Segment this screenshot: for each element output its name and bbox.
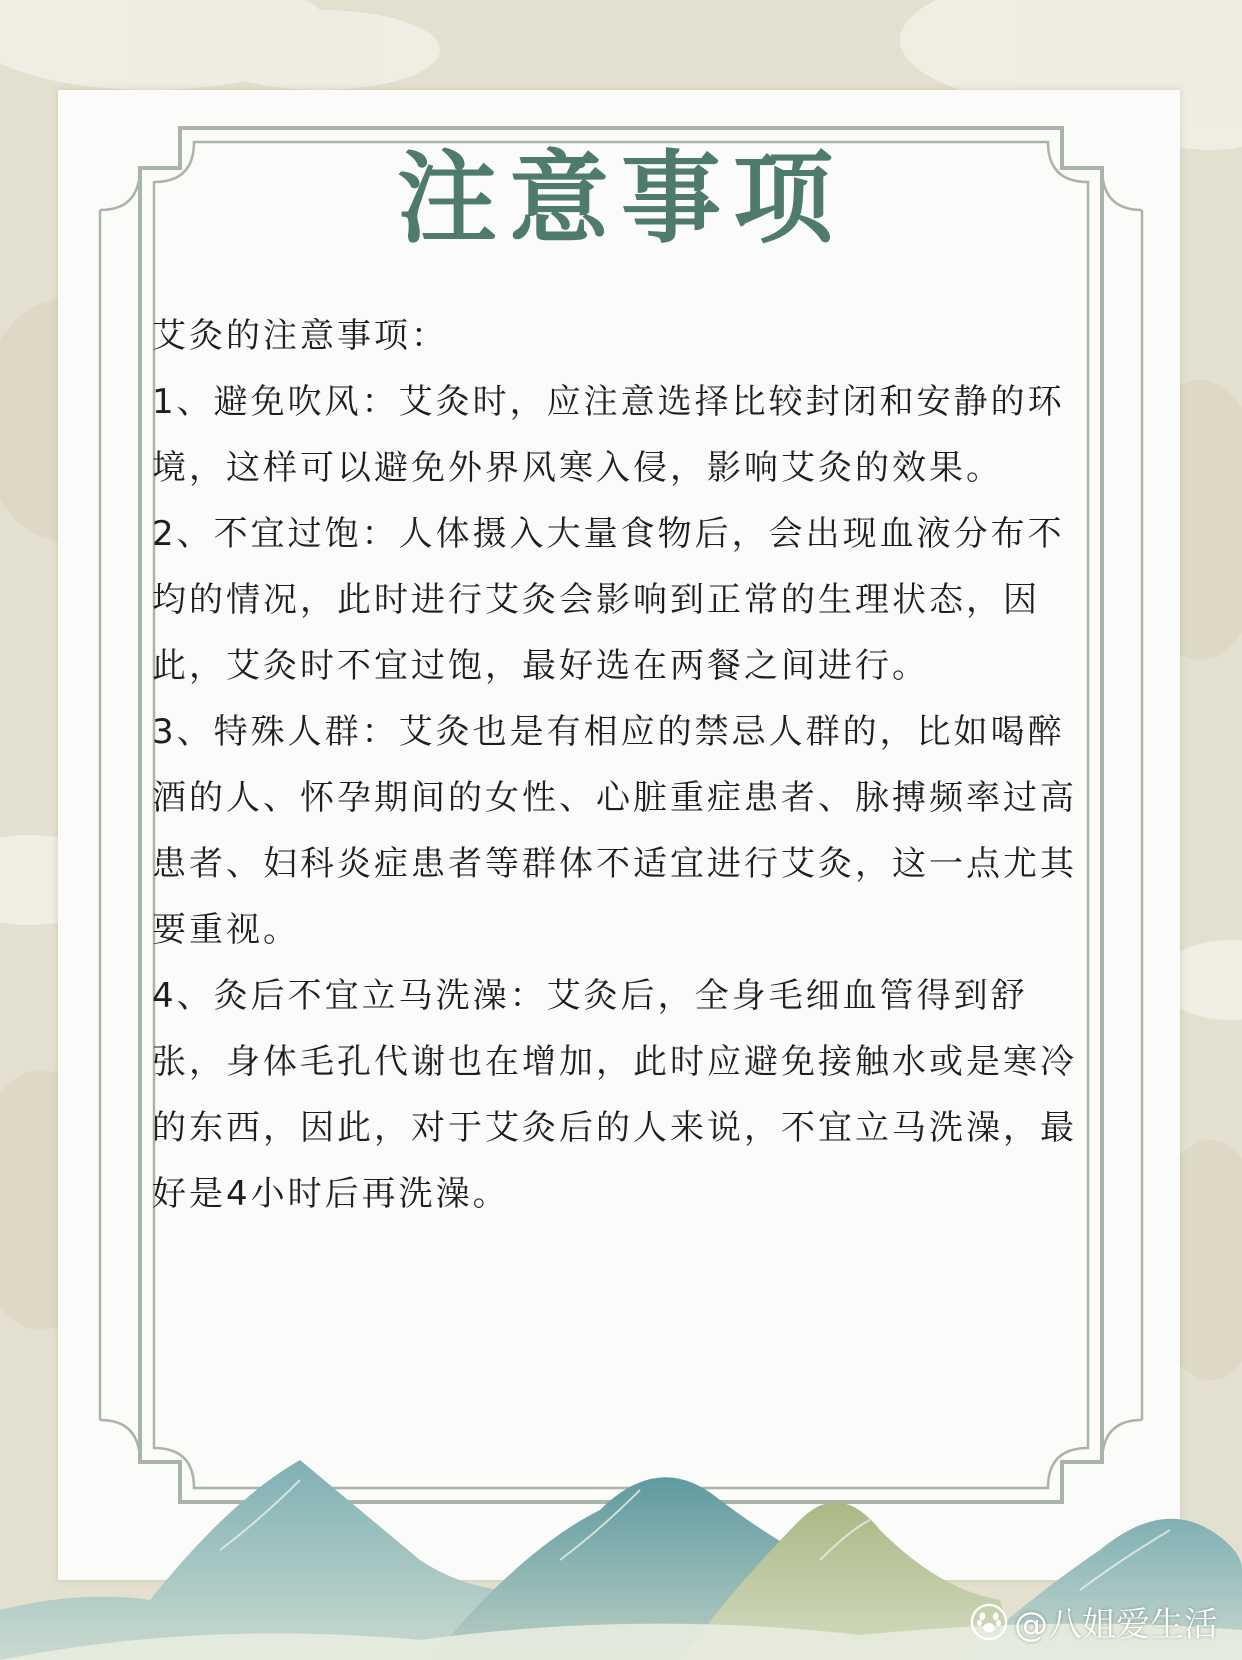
page-title: 注意事项	[397, 139, 845, 257]
paw-icon	[970, 1603, 1008, 1641]
list-item: 4、灸后不宜立马洗澡：艾灸后，全身毛细血管得到舒张，身体毛孔代谢也在增加，此时应避免接触水或是寒冷的东西，因此，对于艾灸后的人来说，不宜立马洗澡，最好是4小时后再洗澡。	[152, 976, 1077, 1214]
list-item: 1、避免吹风：艾灸时，应注意选择比较封闭和安静的环境，这样可以避免外界风寒入侵，影响艾灸的效果。	[152, 382, 1065, 488]
watermark	[970, 1597, 1218, 1646]
watermark-text: @八姐爱生活	[1014, 1605, 1218, 1645]
list-item: 2、不宜过饱：人体摄入大量食物后，会出现血液分布不均的情况，此时进行艾灸会影响到正常的生理状态，因此，艾灸时不宜过饱，最好选在两餐之间进行。	[152, 514, 1065, 686]
content-body	[152, 303, 1092, 1227]
intro-text: 艾灸的注意事项：	[152, 316, 448, 356]
list-item: 3、特殊人群：艾灸也是有相应的禁忌人群的，比如喝醉酒的人、怀孕期间的女性、心脏重症患者、脉搏频率过高患者、妇科炎症患者等群体不适宜进行艾灸，这一点尤其要重视。	[152, 712, 1077, 950]
